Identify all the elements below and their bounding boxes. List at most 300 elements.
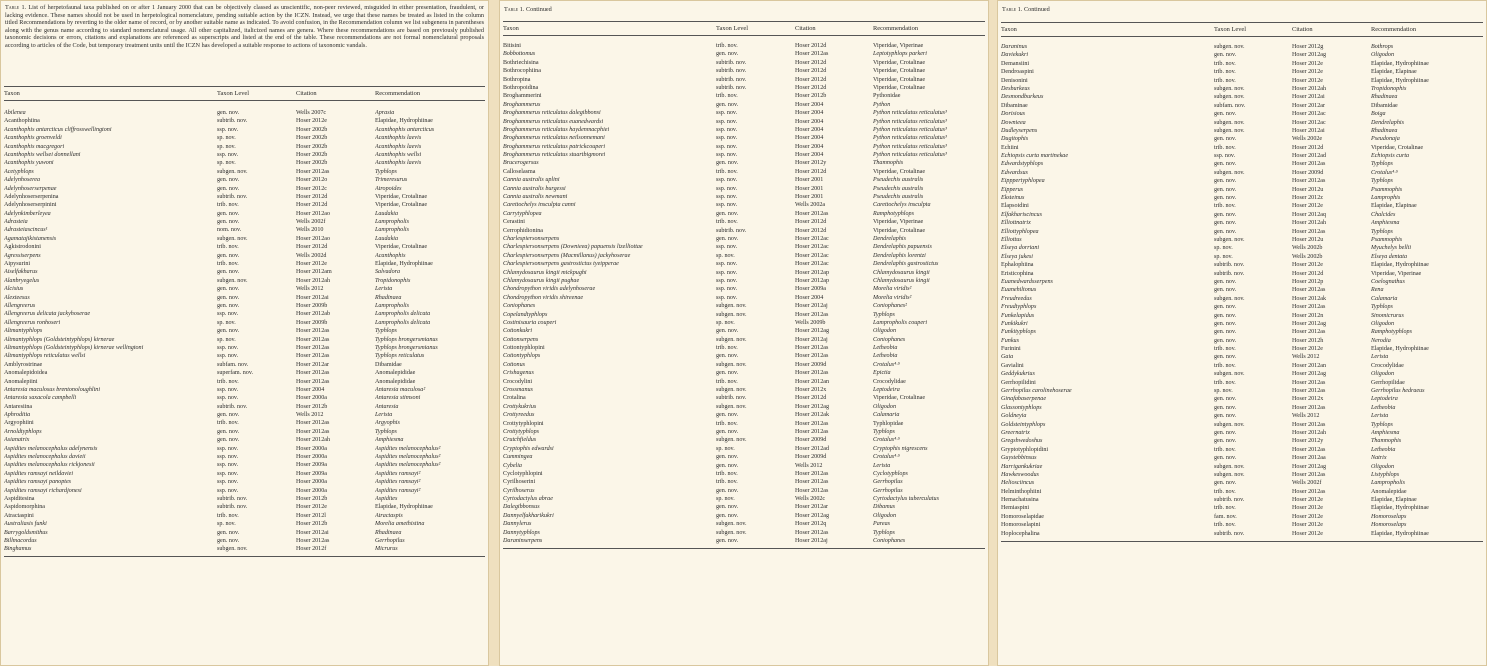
cell-taxon: Crottytyphlopini <box>503 420 544 427</box>
table-bottom-rule <box>503 548 985 549</box>
table-page-2 <box>499 0 989 666</box>
cell-recommendation: Thamnophis <box>1371 438 1402 445</box>
cell-taxon-level: trib. nov. <box>716 43 738 49</box>
cell-taxon: Aspidites ramsayi panoptes <box>4 479 72 486</box>
cell-taxon: Adelynhoserserpinini <box>4 202 57 209</box>
table-row <box>1001 93 1483 101</box>
cell-taxon-level: sp. nov. <box>217 143 236 150</box>
cell-taxon: Allengreerus <box>4 302 36 309</box>
table-row <box>4 126 485 134</box>
cell-recommendation: Amphiesma <box>1371 220 1400 227</box>
cell-recommendation: Letheobia <box>873 345 898 352</box>
cell-taxon-level: ssp. nov. <box>217 353 239 360</box>
table-row <box>503 151 985 159</box>
table-row <box>1001 379 1483 387</box>
header-recommendation: Recommendation <box>1371 26 1417 33</box>
cell-taxon-level: subgen. nov. <box>1214 119 1245 126</box>
table-row <box>1001 286 1483 294</box>
cell-recommendation: Elapidae, Elapinae <box>1371 203 1417 210</box>
table-row <box>503 470 985 478</box>
table-row <box>1001 504 1483 512</box>
cell-taxon: Euanedwardsserpens <box>1001 278 1053 285</box>
cell-citation: Hoser 2002b <box>296 160 328 167</box>
cell-citation: Hoser 2004 <box>795 143 824 150</box>
cell-taxon: Cyrilhoserus <box>503 487 535 494</box>
cell-recommendation: Coniophanes <box>873 336 906 343</box>
cell-citation: Hoser 2012e <box>296 118 327 125</box>
cell-taxon-level: ssp. nov. <box>217 445 239 452</box>
cell-citation: Wells 2002e <box>1292 136 1323 143</box>
cell-citation: Hoser 2001 <box>795 177 824 184</box>
cell-taxon: Alexteesus <box>4 294 30 301</box>
table-row <box>503 403 985 411</box>
cell-taxon: Aspidites ramsayi neildaviei <box>4 470 74 477</box>
cell-citation: Hoser 2012d <box>296 202 328 209</box>
cell-taxon-level: gen. nov. <box>1214 480 1237 487</box>
cell-citation: Wells 2002f <box>296 219 326 226</box>
cell-citation: Hoser 2012d <box>296 193 328 200</box>
cell-recommendation: Psammophis <box>1371 236 1403 243</box>
table-body <box>4 109 485 554</box>
cell-taxon: Crishagenus <box>503 370 534 377</box>
cell-recommendation: Lamprophis <box>1371 195 1401 202</box>
cell-taxon-level: ssp. nov. <box>217 344 239 351</box>
cell-recommendation: Elapidae, Hydrophiinae <box>1371 60 1429 67</box>
cell-taxon-level: trib. nov. <box>1214 203 1236 210</box>
cell-taxon: Ephalophiina <box>1001 262 1034 269</box>
table-row <box>4 319 485 327</box>
cell-recommendation: Viperidae, Crotalinae <box>873 227 926 234</box>
cell-citation: Hoser 2012aj <box>795 303 828 310</box>
cell-taxon-level: subtrib. nov. <box>716 59 747 66</box>
header-taxon-level: Taxon Level <box>1214 26 1247 33</box>
cell-taxon: Anomalepiini <box>4 378 38 385</box>
cell-taxon-level: ssp. nov. <box>217 126 239 133</box>
cell-taxon-level: subgen. nov. <box>716 311 747 318</box>
table-row <box>4 344 485 352</box>
cell-recommendation: Chalcides <box>1371 211 1396 218</box>
cell-citation: Hoser 2012as <box>1292 161 1326 168</box>
table-row <box>503 92 985 100</box>
cell-recommendation: Lampropholis delicata <box>375 319 431 326</box>
cell-taxon-level: ssp. nov. <box>217 470 239 477</box>
cell-citation: Hoser 2012as <box>795 428 829 435</box>
cell-recommendation: Amphiesma <box>1371 429 1400 436</box>
cell-recommendation: Viperidae, Crotalinae <box>375 244 428 251</box>
cell-taxon-level: trib. nov. <box>716 479 738 486</box>
cell-recommendation: Crotalus⁴·⁵ <box>873 437 900 444</box>
cell-taxon: Eksteinus <box>1001 195 1025 202</box>
table-row <box>4 151 485 159</box>
cell-taxon: Cottonkukri <box>503 328 533 335</box>
table-row <box>503 235 985 243</box>
cell-recommendation: Viperidae, Crotalinae <box>375 193 428 200</box>
cell-recommendation: Homoroselaps <box>1371 522 1407 529</box>
table-row <box>4 487 485 495</box>
table-header <box>503 21 985 36</box>
cell-recommendation: Python <box>873 101 891 108</box>
cell-citation: Hoser 2012as <box>1292 471 1326 478</box>
cell-taxon: Furinini <box>1001 346 1021 353</box>
cell-recommendation: Viperidae, Crotalinae <box>873 76 926 83</box>
table-row <box>1001 488 1483 496</box>
table-row <box>4 394 485 402</box>
cell-taxon: Acetyphlops <box>4 168 34 175</box>
cell-recommendation: Dibamus <box>873 504 896 511</box>
cell-taxon-level: gen. nov. <box>716 210 739 217</box>
cell-citation: Hoser 2002b <box>296 126 328 133</box>
table-row <box>4 503 485 511</box>
cell-recommendation: Aspidites melanocephalus² <box>375 462 441 469</box>
cell-recommendation: Rhadinaea <box>1371 94 1398 101</box>
cell-taxon: Aspidites melanocephalus davieii <box>4 454 86 461</box>
cell-citation: Hoser 2012d <box>795 68 827 75</box>
cell-taxon: Gryptotyphlopidini <box>1001 446 1049 453</box>
cell-taxon: Aspiditesina <box>4 495 35 502</box>
cell-recommendation: Acanthophis laevis <box>375 160 422 167</box>
table-row <box>4 252 485 260</box>
cell-citation: Hoser 2012an <box>795 378 830 385</box>
cell-recommendation: Lampropholis <box>375 302 409 309</box>
cell-taxon-level: subgen. nov. <box>716 437 747 444</box>
cell-taxon-level: subgen. nov. <box>217 235 248 242</box>
cell-taxon-level: gen. nov. <box>217 529 240 536</box>
cell-citation: Wells 2002c <box>795 496 826 503</box>
cell-recommendation: Boiga <box>1371 111 1386 118</box>
cell-recommendation: Carettochelys insculpta <box>873 202 931 209</box>
cell-taxon: Acanthophis yuwoni <box>4 160 54 167</box>
cell-taxon: Eipppertyphlopea <box>1001 178 1045 185</box>
cell-recommendation: Antaresia maculosa² <box>375 386 426 393</box>
cell-taxon-level: gen. nov. <box>716 454 739 461</box>
cell-recommendation: Salvadora <box>375 269 401 276</box>
cell-recommendation: Morelia viridis² <box>873 294 912 301</box>
cell-citation: Hoser 2012as <box>1292 421 1326 428</box>
cell-taxon: Acanthophiina <box>4 118 40 125</box>
cell-recommendation: Leptotyphlops parkeri <box>873 51 927 58</box>
table-row <box>503 453 985 461</box>
table-row <box>4 210 485 218</box>
cell-taxon-level: sp. nov. <box>716 319 735 326</box>
table-row <box>503 378 985 386</box>
cell-citation: Hoser 2004 <box>795 126 824 133</box>
cell-citation: Hoser 2012as <box>1292 329 1326 336</box>
cell-citation: Hoser 2012ag <box>795 328 830 335</box>
cell-taxon: Gerrhopilus carolinehoserae <box>1001 388 1072 395</box>
table-row <box>503 411 985 419</box>
cell-recommendation: Oligodon <box>873 403 897 410</box>
cell-taxon: Dannyelfakharikukri <box>503 512 554 519</box>
cell-taxon-level: gen. nov. <box>1214 354 1237 361</box>
cell-taxon: Helminthophiini <box>1001 488 1042 495</box>
table-row <box>4 428 485 436</box>
cell-citation: Hoser 2012as <box>1292 388 1326 395</box>
table-row <box>1001 353 1483 361</box>
cell-citation: Hoser 2012ah <box>1292 429 1327 436</box>
cell-recommendation: Morelia viridis² <box>873 286 912 293</box>
cell-citation: Hoser 2012an <box>1292 362 1327 369</box>
cell-recommendation: Gerrhopilidae <box>1371 379 1405 386</box>
cell-taxon: Cyclotyphlopini <box>503 470 543 477</box>
header-taxon-level: Taxon Level <box>716 25 749 32</box>
table-row <box>1001 68 1483 76</box>
cell-citation: Hoser 2009a <box>795 286 826 293</box>
cell-taxon-level: subgen. nov. <box>1214 471 1245 478</box>
cell-recommendation: Lerista <box>375 286 393 293</box>
cell-recommendation: Letheobia <box>873 353 898 360</box>
cell-taxon: Cannia australis uplini <box>503 177 560 184</box>
table-row <box>1001 43 1483 51</box>
cell-taxon-level: trib. nov. <box>716 93 738 100</box>
cell-taxon: Cottonus <box>503 361 526 368</box>
cell-taxon-level: ssp. nov. <box>716 244 738 251</box>
cell-citation: Hoser 2009d <box>1292 169 1324 176</box>
cell-citation: Hoser 2001 <box>795 194 824 201</box>
cell-taxon-level: gen. nov. <box>1214 178 1237 185</box>
cell-taxon-level: gen. nov. <box>1214 278 1237 285</box>
table-row <box>1001 270 1483 278</box>
cell-taxon: Atractaspini <box>4 512 34 519</box>
cell-citation: Hoser 2012ak <box>1292 295 1327 302</box>
cell-recommendation: Acanthophis laevis <box>375 135 422 142</box>
cell-citation: Hoser 2012e <box>1292 522 1323 529</box>
cell-citation: Hoser 2012d <box>1292 144 1324 151</box>
cell-recommendation: Oligodon <box>1371 371 1395 378</box>
table-row <box>4 159 485 167</box>
table-row <box>4 461 485 469</box>
cell-citation: Hoser 2012d <box>795 395 827 402</box>
cell-recommendation: Elapidae, Elapinae <box>1371 69 1417 76</box>
table-row <box>503 478 985 486</box>
table-row <box>503 386 985 394</box>
cell-taxon: Elliottus <box>1001 236 1022 243</box>
cell-taxon-level: trib. nov. <box>217 420 239 427</box>
cell-taxon-level: trib. nov. <box>1214 446 1236 453</box>
cell-taxon-level: sp. nov. <box>1214 253 1233 260</box>
cell-citation: Hoser 2012ao <box>296 210 331 217</box>
cell-taxon-level: gen. nov. <box>217 110 240 116</box>
cell-taxon-level: subgen. nov. <box>716 336 747 343</box>
cell-taxon-level: ssp. nov. <box>716 177 738 184</box>
table-row <box>4 352 485 360</box>
cell-recommendation: Viperidae, Crotalinae <box>1371 144 1424 151</box>
cell-taxon: Dannylerus <box>503 521 532 528</box>
cell-taxon-level: ssp. nov. <box>716 185 738 192</box>
cell-taxon: Charlespiersonserpens gastrostictus tyeipperae <box>503 261 619 268</box>
cell-recommendation: Tropidonophis <box>1371 85 1407 92</box>
cell-recommendation: Crotalus⁴·⁵ <box>1371 169 1398 176</box>
cell-citation: Hoser 2012ar <box>795 504 828 511</box>
cell-citation: Hoser 2000a <box>296 487 327 494</box>
cell-taxon-level: trib. nov. <box>1214 144 1236 151</box>
cell-taxon-level: ssp. nov. <box>716 277 738 284</box>
cell-recommendation: Cyrtodactylus tuberculatus <box>873 496 939 503</box>
cell-recommendation: Myuchelys bellii <box>1371 245 1412 252</box>
table-row <box>1001 186 1483 194</box>
cell-citation: Wells 2012 <box>1292 354 1320 361</box>
cell-citation: Hoser 2012as <box>795 370 829 377</box>
cell-citation: Hoser 2012q <box>795 521 827 528</box>
table-row <box>1001 412 1483 420</box>
cell-recommendation: Echiopsis curta <box>1371 153 1410 160</box>
cell-taxon-level: subtrib. nov. <box>217 193 248 200</box>
table-row <box>1001 320 1483 328</box>
cell-citation: Hoser 2002b <box>296 143 328 150</box>
cell-recommendation: Crocodylidae <box>1371 362 1404 369</box>
cell-citation: Hoser 2002b <box>296 135 328 142</box>
cell-citation: Hoser 2012p <box>1292 278 1324 285</box>
cell-taxon-level: sp. nov. <box>217 135 236 142</box>
cell-citation: Hoser 2012d <box>795 59 827 66</box>
cell-taxon: Crottyreedus <box>503 412 535 419</box>
cell-taxon-level: gen. nov. <box>1214 211 1237 218</box>
cell-taxon: Echiini <box>1001 144 1019 151</box>
cell-citation: Hoser 2012ah <box>1292 220 1327 227</box>
cell-recommendation: Dibamidae <box>375 361 402 368</box>
cell-taxon-level: gen. nov. <box>1214 396 1237 403</box>
cell-citation: Hoser 2009d <box>795 361 827 368</box>
cell-taxon-level: gen. nov. <box>1214 220 1237 227</box>
cell-taxon: Aspidomorphina <box>4 504 45 511</box>
cell-recommendation: Typhlops <box>375 328 397 335</box>
table-row <box>1001 437 1483 445</box>
table-row <box>503 336 985 344</box>
cell-recommendation: Typhlops <box>1371 421 1393 428</box>
cell-recommendation: Elseya dentata <box>1371 253 1408 260</box>
table-row <box>4 176 485 184</box>
cell-taxon-level: ssp. nov. <box>716 269 738 276</box>
cell-citation: Wells 2002b <box>1292 245 1323 252</box>
cell-citation: Hoser 2012b <box>296 403 328 410</box>
cell-citation: Wells 2002a <box>795 202 826 209</box>
cell-taxon-level: gen. nov. <box>716 428 739 435</box>
cell-recommendation: Cyclotyphlops <box>873 470 908 477</box>
cell-taxon: Allengreerus delicata jackyhoserae <box>4 311 91 318</box>
table-row <box>503 394 985 402</box>
cell-taxon-level: subgen. nov. <box>1214 421 1245 428</box>
table-row <box>503 193 985 201</box>
cell-taxon-level: gen. nov. <box>1214 186 1237 193</box>
cell-recommendation: Rhadinaea <box>375 294 402 301</box>
cell-taxon-level: subtrib. nov. <box>1214 530 1245 537</box>
cell-taxon-level: fam. nov. <box>1214 513 1237 520</box>
table-row <box>1001 152 1483 160</box>
cell-taxon: Elliottyphlopea <box>1001 228 1039 235</box>
table-row <box>1001 454 1483 462</box>
cell-taxon: Antaresia saxacola campbelli <box>4 395 77 402</box>
cell-taxon-level: ssp. nov. <box>217 395 239 402</box>
table-row <box>503 101 985 109</box>
cell-taxon-level: subgen. nov. <box>716 303 747 310</box>
cell-citation: Hoser 2012as <box>296 378 330 385</box>
cell-recommendation: Acanthophis antarcticus <box>375 126 435 133</box>
cell-taxon-level: subgen. nov. <box>1214 94 1245 101</box>
cell-taxon: Goldsteintyphlops <box>1001 421 1046 428</box>
cell-taxon: Denisonini <box>1001 77 1028 84</box>
cell-taxon-level: subgen. nov. <box>217 546 248 553</box>
cell-citation: Hoser 2000a <box>296 445 327 452</box>
cell-taxon: Charlespiersonserpens (Macmillanus) jackyhoserae <box>503 252 631 259</box>
cell-recommendation: Leptodeira <box>873 387 900 394</box>
table-row <box>1001 102 1483 110</box>
cell-citation: Hoser 2012aj <box>795 336 828 343</box>
table-bottom-rule <box>1001 541 1483 542</box>
cell-taxon: Altmantyphlops reticulatus wellsi <box>4 353 86 360</box>
cell-recommendation: Coniophanes <box>873 538 906 545</box>
table-caption-label: Table 1. <box>1002 6 1023 13</box>
cell-taxon-level: gen. nov. <box>716 512 739 519</box>
cell-citation: Hoser 2012x <box>795 387 827 394</box>
cell-taxon: Bobbottomus <box>503 51 536 58</box>
cell-taxon: Eristicophina <box>1001 270 1034 277</box>
cell-taxon-level: trib. nov. <box>716 420 738 427</box>
cell-taxon: Agkistrodonini <box>4 244 41 251</box>
cell-citation: Hoser 2009d <box>795 454 827 461</box>
cell-recommendation: Coelognathus <box>1371 278 1405 285</box>
cell-citation: Hoser 2012ar <box>296 361 329 368</box>
cell-taxon-level: subgen. nov. <box>716 529 747 536</box>
table-row <box>4 143 485 151</box>
cell-recommendation: Elapidae, Hydrophiinae <box>375 261 433 268</box>
cell-taxon-level: gen. nov. <box>716 370 739 377</box>
cell-recommendation: Laudakia <box>375 210 399 217</box>
cell-taxon: Adrasteia <box>4 219 28 226</box>
cell-citation: Hoser 2012as <box>795 353 829 360</box>
cell-taxon: Cryptophis edwardsi <box>503 445 554 452</box>
cell-recommendation: Antaresia stimsoni <box>375 395 421 402</box>
cell-recommendation: Oligodon <box>1371 320 1395 327</box>
cell-recommendation: Aspidites ramsayi² <box>375 470 421 477</box>
cell-taxon-level: trib. nov. <box>1214 379 1236 386</box>
cell-taxon: Glassontyphlops <box>1001 404 1042 411</box>
cell-citation: Hoser 2012ab <box>296 311 331 318</box>
cell-taxon-level: trib. nov. <box>1214 522 1236 529</box>
cell-taxon-level: subtrib. nov. <box>217 495 248 502</box>
cell-taxon-level: gen. nov. <box>217 437 240 444</box>
cell-taxon: Crocodylini <box>503 378 533 385</box>
cell-taxon-level: subgen. nov. <box>1214 169 1245 176</box>
cell-taxon: Coniophanes <box>503 303 536 310</box>
cell-taxon: Freudreedus <box>1001 295 1032 302</box>
cell-taxon: Chondropython viridis shireenae <box>503 294 584 301</box>
table-row <box>1001 446 1483 454</box>
cell-taxon: Argyophiini <box>4 420 34 427</box>
table-row <box>1001 244 1483 252</box>
table-row <box>1001 177 1483 185</box>
cell-taxon: Cottontyphlops <box>503 353 541 360</box>
cell-citation: Hoser 2012ak <box>795 412 830 419</box>
table-row <box>1001 119 1483 127</box>
table-row <box>4 520 485 528</box>
table-row <box>4 529 485 537</box>
cell-citation: Wells 2012 <box>1292 413 1320 420</box>
cell-citation: Hoser 2012d <box>795 43 827 49</box>
cell-taxon-level: gen. nov. <box>716 504 739 511</box>
table-row <box>4 260 485 268</box>
cell-citation: Hoser 2012h <box>1292 337 1324 344</box>
cell-citation: Hoser 2012e <box>296 504 327 511</box>
table-row <box>503 294 985 302</box>
cell-recommendation: Typhlops <box>375 428 397 435</box>
table-row <box>4 285 485 293</box>
cell-taxon: Antaresia maculosus brentonoloughlini <box>4 386 101 393</box>
table-row <box>503 361 985 369</box>
cell-taxon-level: gen. nov. <box>217 269 240 276</box>
cell-citation: Hoser 2012d <box>296 244 328 251</box>
cell-taxon: Cerrophidionina <box>503 227 543 234</box>
cell-taxon: Brucerogersus <box>503 160 539 167</box>
cell-citation: Hoser 2009d <box>795 437 827 444</box>
